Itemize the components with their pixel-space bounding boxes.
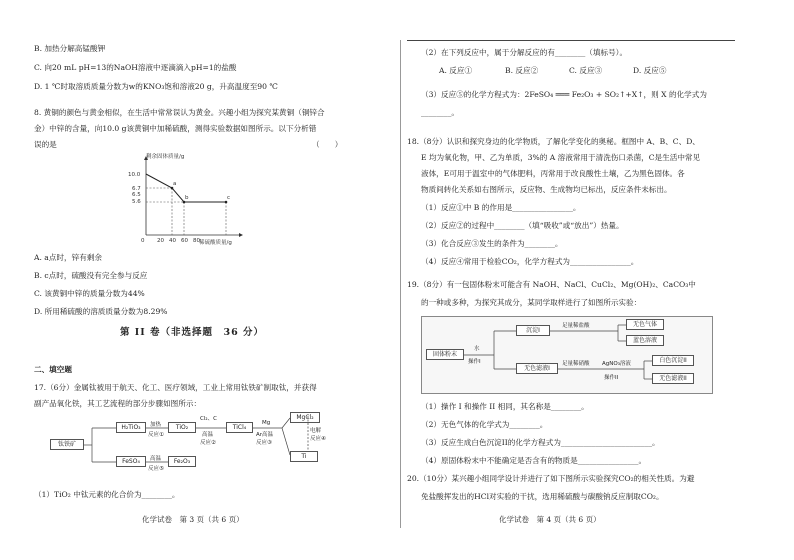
q19-flowchart — [421, 316, 713, 394]
q18-line3: 液体，E可用于温室中的气体肥料，丙常用于改良酸性土壤，乙为黑色固体。各 — [421, 169, 685, 178]
q8-option-c: C. 该黄铜中锌的质量分数为44% — [34, 289, 145, 298]
q17-sub2-opt-d: D. 反应⑤ — [633, 66, 667, 75]
flow17-heat: 加热 — [150, 422, 162, 428]
graph-xtick: 40 — [169, 238, 176, 244]
flow19-water: 水 — [474, 346, 480, 352]
q8-option-a: A. a点时，锌有剩余 — [34, 253, 102, 262]
graph-ytick: 10.0 — [128, 172, 141, 178]
flow17-fe2o3: Fe₂O₃ — [168, 456, 196, 467]
flow17-ore: 钛铁矿 — [50, 439, 84, 450]
q7-option-d: D. 1 ℃时取溶质质量分数为w的KNO₃饱和溶液20 g，升高温度至90 ℃ — [34, 82, 278, 91]
q19-sub4: （4）原固体粉末中不能确定是否含有的物质是________________。 — [421, 456, 647, 465]
flow17-r5: 反应⑤ — [148, 466, 164, 472]
q18-sub3: （3）化合反应③发生的条件为________。 — [421, 239, 563, 248]
graph-xtick: 80 — [193, 238, 200, 244]
flow19-agno3: AgNO₃溶液 — [602, 361, 631, 367]
flow17-mg: Mg — [262, 420, 271, 426]
flow19-op1: 操作I — [468, 359, 481, 365]
flow17-cl2c: Cl₂、C — [200, 416, 217, 422]
q17-sub3: （3）反应⑤的化学方程式为：2FeSO₄ ═══ Fe₂O₃ + SO₂↑+X↑，则 X 的化学式为 — [421, 90, 707, 99]
q8-mass-graph — [116, 150, 256, 250]
section-2-title: 第 II 卷（非选择题 36 分） — [120, 327, 265, 338]
flow17-r4: 反应④ — [310, 436, 326, 442]
flow19-ppt1: 沉淀I — [516, 325, 550, 336]
q8-option-b: B. c点时，硫酸没有完全参与反应 — [34, 271, 148, 280]
flow17-ar: Ar高温 — [256, 432, 274, 438]
q18-sub2: （2）反应②的过程中________（填“吸收”或“放出”）热量。 — [421, 221, 624, 230]
flow17-r3: 反应③ — [256, 440, 272, 446]
q18-line2: E 均为氧化物，甲、乙为单质，3%的 A 溶液常用于清洗伤口杀菌，C是生活中常见 — [421, 153, 701, 162]
flow17-gaowen: 高温 — [202, 432, 214, 438]
graph-label-a: a — [173, 181, 177, 187]
flow19-ppt2: 白色沉淀II — [652, 355, 694, 366]
q17-sub2-opt-b: B. 反应② — [505, 66, 539, 75]
flow19-blue: 蓝色溶液 — [626, 335, 664, 346]
right-footer: 化学试卷 第 4 页（共 6 页） — [499, 515, 601, 524]
flow19-op2: 操作II — [604, 375, 619, 381]
flow17-h2tio3: H₂TiO₃ — [116, 422, 146, 433]
q19-line2: 的一种或多种，为探究其成分，某同学取样进行了如图所示实验： — [421, 298, 642, 307]
graph-point-c — [225, 201, 228, 204]
q7-option-c: C. 向20 mL pH=13的NaOH溶液中逐滴滴入pH=1的盐酸 — [34, 63, 237, 72]
q8-line3: 误的是 — [34, 140, 57, 149]
flow17-feso4: FeSO₄ — [116, 456, 146, 467]
q20-line1: 20.（10分）某兴趣小组同学设计并进行了如下图所示实验探究CO₂的相关性质。为避 — [407, 474, 695, 483]
q8-line1: 8. 黄铜的颜色与黄金相似，在生活中常常误认为黄金。兴趣小组为探究某黄铜（铜锌合 — [34, 108, 325, 117]
q17-sub3-blank: ________。 — [421, 108, 459, 117]
q19-sub1: （1）操作 I 和操作 II 相同，其名称是________。 — [421, 402, 589, 411]
graph-origin: 0 — [141, 238, 145, 244]
q7-option-b: B. 加热分解高锰酸钾 — [34, 44, 106, 53]
q19-sub2: （2）无色气体的化学式为________。 — [421, 420, 548, 429]
graph-ytick: 6.7 — [132, 186, 141, 192]
q17-flowchart — [50, 410, 350, 480]
q17-sub1: （1）TiO₂ 中钛元素的化合价为________。 — [34, 490, 180, 499]
q18-sub1: （1）反应①中 B 的作用是________________。 — [421, 203, 581, 212]
q17-sub2-opt-a: A. 反应① — [439, 66, 473, 75]
flow17-gaowen-2: 高温 — [150, 456, 162, 462]
flow19-acid1: 足量稀盐酸 — [562, 323, 590, 329]
flow17-r1: 反应① — [148, 432, 164, 438]
q18-line4: 物质间转化关系如右图所示，反应物、生成物均已标出，反应条件未标出。 — [421, 185, 672, 194]
flow17-dianjie: 电解 — [310, 428, 322, 434]
q19-line1: 19.（8分）有一包固体粉末可能含有 NaOH、NaCl、CuCl₂、Mg(OH)₂、CaCO₃中 — [407, 280, 696, 289]
q17-sub2: （2）在下列反应中，属于分解反应的有________（填标号）。 — [421, 48, 628, 57]
flow17-tio2: TiO₂ — [168, 422, 196, 433]
flow19-gas: 无色气体 — [626, 319, 664, 330]
graph-xtick: 60 — [181, 238, 188, 244]
flow19-acid2: 足量稀硝酸 — [562, 361, 590, 367]
flow17-ti: Ti — [290, 451, 318, 462]
flow17-r2: 反应② — [200, 440, 216, 446]
column-divider — [400, 40, 401, 528]
graph-point-b — [183, 201, 186, 204]
q20-line2: 免盐酸挥发出的HCl对实验的干扰，选用稀硫酸与碳酸钠反应制取CO₂。 — [421, 492, 664, 501]
flow17-mgcl2: MgCl₂ — [290, 412, 320, 423]
q17-sub2-opt-c: C. 反应③ — [569, 66, 603, 75]
flow19-filtrate: 无色滤液I — [516, 363, 558, 374]
q17-line2: 副产品氧化铁，其工艺流程的部分步骤如图所示： — [34, 399, 202, 408]
q8-option-d: D. 所用稀硫酸的溶质质量分数为8.29% — [34, 307, 168, 316]
q17-line1: 17.（6分）金属钛被用于航天、化工、医疗领域，工业上常用钛铁矿制取钛，并获得 — [34, 383, 317, 392]
flow17-ticl4: TiCl₄ — [226, 422, 253, 433]
flow19-filtrate2: 无色滤液II — [652, 373, 694, 384]
graph-label-c: c — [227, 195, 231, 201]
graph-xlabel: 稀硫酸质量/g — [199, 240, 232, 246]
q18-line1: 18.（8分）认识和探究身边的化学物质，了解化学变化的奥秘。框图中 A、B、C、D、 — [407, 137, 700, 146]
q8-answer-bracket: （ ） — [312, 140, 343, 149]
right-column — [407, 0, 791, 560]
q8-line2: 金）中锌的含量，向10.0 g该黄铜中加稀硫酸，测得实验数据如图所示。以下分析错 — [34, 124, 317, 133]
graph-label-b: b — [185, 195, 189, 201]
flow19-powder: 固体粉末 — [426, 349, 464, 360]
graph-ytick: 5.6 — [132, 199, 141, 205]
graph-ytick: 6.5 — [132, 192, 141, 198]
q19-sub3: （3）反应生成白色沉淀II的化学方程式为________________________。 — [421, 438, 660, 447]
left-column — [0, 0, 384, 560]
graph-ylabel: 剩余固体质量/g — [146, 154, 185, 160]
q18-sub4: （4）反应④常用于检验CO₂，化学方程式为________________。 — [421, 257, 639, 266]
left-footer: 化学试卷 第 3 页（共 6 页） — [142, 515, 244, 524]
fill-section-title: 二、填空题 — [34, 365, 72, 374]
graph-point-a — [171, 187, 174, 190]
graph-xtick: 20 — [157, 238, 164, 244]
